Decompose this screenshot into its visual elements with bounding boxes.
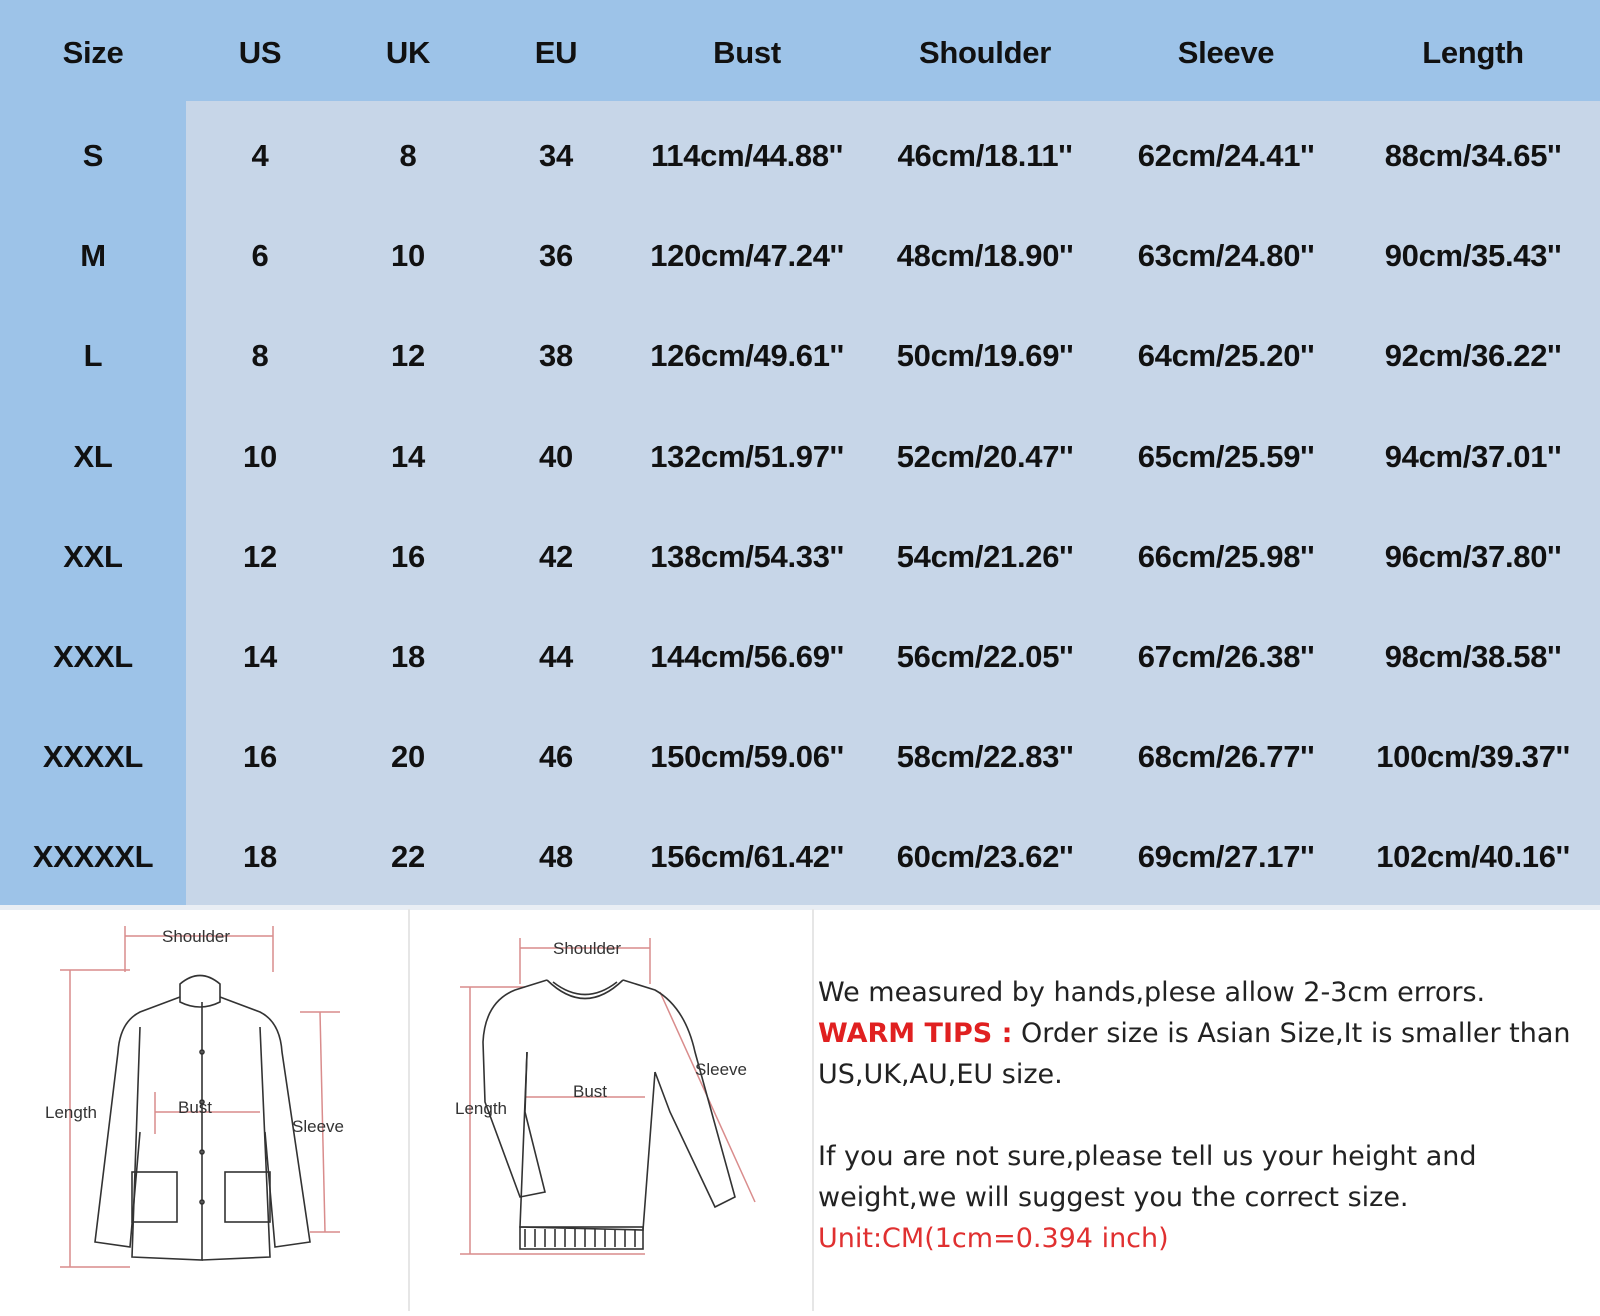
sweater-bust-label: Bust bbox=[573, 1082, 608, 1101]
table-cell: 94cm/37.01'' bbox=[1384, 438, 1562, 474]
table-cell: 36 bbox=[539, 238, 573, 274]
sweater-length-label: Length bbox=[455, 1099, 507, 1118]
measure-lines bbox=[460, 938, 755, 1254]
measure-lines bbox=[60, 926, 340, 1267]
table-cell: 102cm/40.16'' bbox=[1376, 839, 1570, 875]
table-cell: 56cm/22.05'' bbox=[896, 639, 1074, 675]
table-cell: 62cm/24.41'' bbox=[1137, 138, 1315, 174]
size-label-cell: L bbox=[83, 338, 103, 374]
jacket-length-label: Length bbox=[45, 1103, 97, 1122]
table-cell: 88cm/34.65'' bbox=[1384, 138, 1562, 174]
jacket-diagram bbox=[20, 912, 400, 1307]
size-label-cell: M bbox=[80, 238, 106, 274]
sweater-outline bbox=[483, 980, 735, 1249]
table-cell: 6 bbox=[251, 238, 269, 274]
table-cell: 46cm/18.11'' bbox=[897, 138, 1073, 174]
table-cell: 44 bbox=[539, 639, 573, 675]
table-cell: 50cm/19.69'' bbox=[896, 338, 1074, 374]
table-cell: 22 bbox=[391, 839, 425, 875]
table-cell: 64cm/25.20'' bbox=[1137, 338, 1315, 374]
table-cell: 68cm/26.77'' bbox=[1137, 739, 1315, 775]
size-label-cell: XXXXXL bbox=[32, 839, 154, 875]
table-cell: 63cm/24.80'' bbox=[1137, 238, 1315, 274]
size-label-cell: S bbox=[82, 138, 104, 174]
column-header: Length bbox=[1422, 35, 1524, 70]
jacket-bust-label: Bust bbox=[178, 1098, 213, 1117]
table-cell: 138cm/54.33'' bbox=[650, 538, 844, 574]
column-header: Bust bbox=[713, 35, 781, 70]
table-cell: 40 bbox=[539, 438, 573, 474]
table-cell: 132cm/51.97'' bbox=[650, 438, 844, 474]
table-cell: 54cm/21.26'' bbox=[896, 538, 1074, 574]
table-cell: 46 bbox=[539, 739, 573, 775]
table-cell: 144cm/56.69'' bbox=[650, 639, 844, 675]
table-cell: 10 bbox=[391, 238, 425, 274]
table-cell: 58cm/22.83'' bbox=[896, 739, 1074, 775]
table-cell: 4 bbox=[251, 138, 269, 174]
table-cell: 14 bbox=[243, 639, 277, 675]
column-header: UK bbox=[385, 35, 431, 70]
table-cell: 96cm/37.80'' bbox=[1384, 538, 1562, 574]
table-cell: 16 bbox=[391, 538, 425, 574]
table-cell: 34 bbox=[539, 138, 573, 174]
column-header: Sleeve bbox=[1177, 35, 1275, 70]
column-header: Size bbox=[62, 35, 124, 70]
size-label-cell: XXXL bbox=[53, 639, 133, 675]
notes-panel bbox=[818, 972, 1598, 1259]
table-cell: 65cm/25.59'' bbox=[1137, 438, 1315, 474]
table-cell: 156cm/61.42'' bbox=[650, 839, 844, 875]
table-cell: 20 bbox=[391, 739, 425, 775]
table-cell: 8 bbox=[251, 338, 269, 374]
size-label-cell: XXXXL bbox=[42, 739, 144, 775]
jacket-shoulder-label: Shoulder bbox=[162, 927, 231, 946]
table-cell: 60cm/23.62'' bbox=[896, 839, 1074, 875]
table-cell: 90cm/35.43'' bbox=[1384, 238, 1562, 274]
table-cell: 18 bbox=[391, 639, 425, 675]
table-cell: 18 bbox=[243, 839, 277, 875]
table-cell: 12 bbox=[391, 338, 425, 374]
table-cell: 52cm/20.47'' bbox=[896, 438, 1074, 474]
measure-note: We measured by hands,plese allow 2-3cm errors. bbox=[818, 977, 1486, 1008]
table-cell: 69cm/27.17'' bbox=[1137, 839, 1315, 875]
divider bbox=[812, 909, 814, 1311]
table-cell: 48cm/18.90'' bbox=[896, 238, 1074, 274]
table-cell: 14 bbox=[391, 438, 425, 474]
table-cell: 126cm/49.61'' bbox=[650, 338, 844, 374]
column-header: US bbox=[238, 35, 282, 70]
table-cell: 92cm/36.22'' bbox=[1384, 338, 1562, 374]
size-suggestion-note: If you are not sure,please tell us your height and weight,we will suggest you the correct size. bbox=[818, 1141, 1477, 1213]
table-cell: 100cm/39.37'' bbox=[1376, 739, 1570, 775]
table-cell: 150cm/59.06'' bbox=[650, 739, 844, 775]
sweater-sleeve-label: Sleeve bbox=[695, 1060, 747, 1079]
table-cell: 98cm/38.58'' bbox=[1384, 639, 1562, 675]
jacket-sleeve-label: Sleeve bbox=[292, 1117, 344, 1136]
size-label-cell: XL bbox=[73, 438, 113, 474]
jacket-outline bbox=[95, 976, 310, 1261]
column-header: EU bbox=[534, 35, 578, 70]
unit-note: Unit:CM(1cm=0.394 inch) bbox=[818, 1223, 1169, 1254]
table-cell: 120cm/47.24'' bbox=[650, 238, 844, 274]
table-cell: 10 bbox=[243, 438, 277, 474]
sweater-diagram bbox=[425, 912, 795, 1307]
table-cell: 42 bbox=[539, 538, 573, 574]
divider bbox=[408, 909, 410, 1311]
table-cell: 16 bbox=[243, 739, 277, 775]
size-label-cell: XXL bbox=[63, 538, 123, 574]
warm-tips-label: WARM TIPS : bbox=[818, 1018, 1013, 1049]
warm-tips bbox=[818, 1013, 1598, 1095]
column-header: Shoulder bbox=[919, 35, 1051, 70]
table-cell: 12 bbox=[243, 538, 277, 574]
table-cell: 66cm/25.98'' bbox=[1137, 538, 1315, 574]
sweater-shoulder-label: Shoulder bbox=[553, 939, 622, 958]
table-cell: 8 bbox=[399, 138, 417, 174]
table-cell: 48 bbox=[539, 839, 573, 875]
table-cell: 114cm/44.88'' bbox=[651, 138, 843, 174]
warm-tips-text: Order size is Asian Size,It is smaller than US,UK,AU,EU size. bbox=[818, 1018, 1571, 1090]
table-cell: 67cm/26.38'' bbox=[1137, 639, 1315, 675]
table-cell: 38 bbox=[539, 338, 573, 374]
